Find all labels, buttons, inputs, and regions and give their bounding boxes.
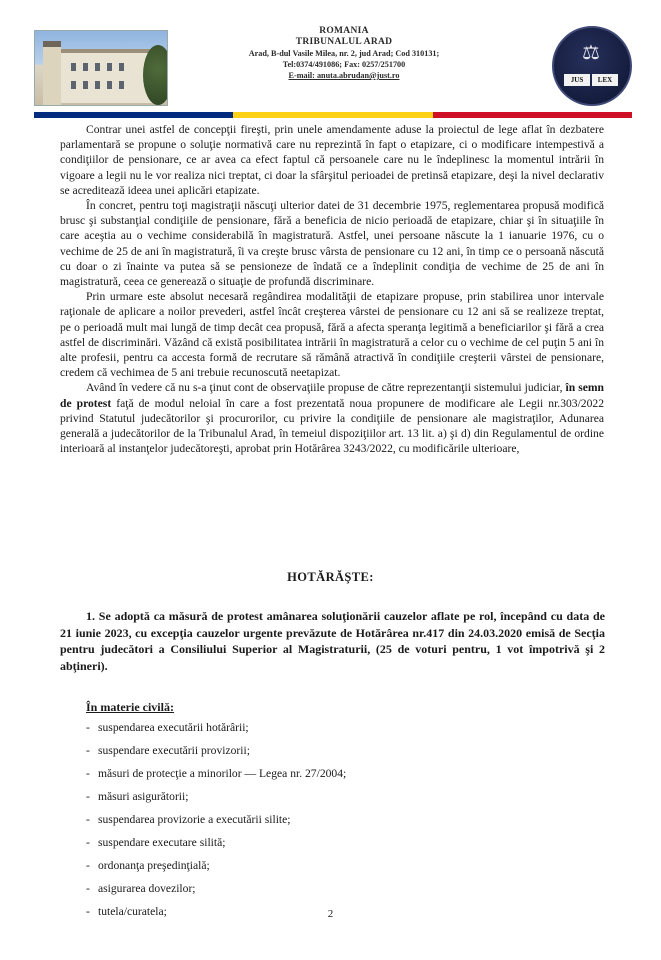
emblem-label-jus: JUS [564,74,590,86]
paragraph-4-end: faţă de modul neloial în care a fost prezentată noua propunere de modificare ale Legii nr.303/2022 privind Statutul judecătorilor şi procurorilor, cu privire la condiţiile de pensionare ale magistraţilor, Adunarea generală a judecătorilor de la Tribunalul Arad, în temeiul dispoziţiilor art. 13 lit. a) şi d) din Regulamentul de ordine interioară al instanţelor judecătoreşti, aprobat prin Hotărârea 3243/2022, cu modificările ulterioare, [60,396,604,456]
list-item: - suspendare executării provizorii; [86,744,250,757]
paragraph-3: Prin urmare este absolut necesară regândirea modalităţii de etapizare propuse, prin stabilirea unor intervale raţionale de aplicare a noilor prevederi, astfel încât creşterea vârstei de pensionare cu 12 ani să se realizeze treptat, pe o perioadă mult mai lungă de timp decât cea propusă, fără a afecta speranţa legitimă a beneficiarilor şi fără a crea astfel de discriminări. Văzând că există posibilitatea intrării în magistratură a celor cu o vechime de cel puţin 5 ani în alte profesii, pentru ca accesta formă de recrutare să rămână atractivă în condiţiile creşterii vârstei de pensionare, credem că vechimea de 5 ani trebuie recunoscută neetapizat. [60,290,604,380]
letterhead-header [34,26,632,110]
list-item: - suspendarea provizorie a executării silite; [86,813,291,826]
courthouse-photo [34,30,168,106]
list-item: - asigurarea dovezilor; [86,882,196,895]
tricolor-divider [34,112,632,118]
civil-section-heading: În materie civilă: [86,700,174,714]
court-email: E-mail: anuta.abrudan@just.ro [288,71,400,80]
page-number: 2 [327,908,334,920]
paragraph-4 [60,380,604,456]
list-item: - măsuri de protecţie a minorilor — Legea nr. 27/2004; [86,767,347,780]
tricolor-yellow [233,112,432,118]
court-phone-fax: Tel:0374/491086; Fax: 0257/251700 [282,60,406,69]
court-address: Arad, B-dul Vasile Milea, nr. 2, jud Arad; Cod 310131; [248,49,440,58]
scales-icon: ⚖ [582,42,600,64]
list-item: - tutela/curatela; [86,905,167,918]
list-item: - ordonanţa preşedinţială; [86,859,210,872]
paragraph-2: În concret, pentru toţi magistraţii născuţi ulterior datei de 31 decembrie 1975, reglementarea propusă modifică brusc şi substanţial condiţiile de pensionare, fără a beneficia de nicio perioadă de etapizare, chiar şi în situaţiile în care aceştia au o vechime considerabilă în magistratură. Astfel, unei persoane născute la 1 ianuarie 1976, cu o vechime de 25 de ani în magistratură, îi va creşte brusc vârsta de pensionare cu 12 ani, în timp ce o persoană născută cu doar o zi înainte va putea să se pensioneze de îndată ce a îndeplinit condiţia de vechime de 25 de ani în magistratură, ceea ce generează o situaţie de profundă discriminare. [60,199,604,289]
tricolor-red [433,112,632,118]
body-text [60,122,604,456]
paragraph-1: Contrar unei astfel de concepţii fireşti, prin unele amendamente aduse la proiectul de lege aflat în dezbatere parlamentară se propune o soluţie normativă care nu reprezintă în fapt o etapizare, ci o modificare intempestivă a condiţiilor de pensionare, ce ar avea ca efect faptul că persoanele care nu le îndeplinesc la momentul intrării în vigoare a legii nu le vor realiza nici treptat, ci doar la sfârşitul perioadei de pretinsă etapizare, deşi la nivel declarativ se acreditează ideea unei aplicări etapizate. [60,123,604,197]
letterhead-text [184,26,504,81]
list-item: - suspendare executare silită; [86,836,226,849]
emblem-label-lex: LEX [592,74,618,86]
protest-emphasis: în semn de protest [60,381,604,410]
court-name: TRIBUNALUL ARAD [295,37,393,47]
paragraph-4-start: Având în vedere că nu s-a ţinut cont de observaţiile propuse de către reprezentanţii sistemului judiciar, [86,381,566,395]
list-item: - suspendarea executării hotărârii; [86,721,249,734]
article-1: 1. Se adoptă ca măsură de protest amânarea soluţionării cauzelor aflate pe rol, începând cu data de 21 iunie 2023, cu excepţia cauzelor urgente prevăzute de Hotărârea nr.417 din 24.03.2020 emisă de Secţia pentru judecători a Consiliului Superior al Magistraturii, (25 de voturi pentru, 1 vot împotrivă şi 2 abţineri). [60,609,605,673]
decision-title: HOTĂRĂŞTE: [287,570,374,584]
civil-cases-list [86,716,506,923]
list-item: - măsuri asigurătorii; [86,790,189,803]
justice-emblem-icon [552,26,632,106]
country-name: ROMANIA [319,26,369,36]
tricolor-blue [34,112,233,118]
